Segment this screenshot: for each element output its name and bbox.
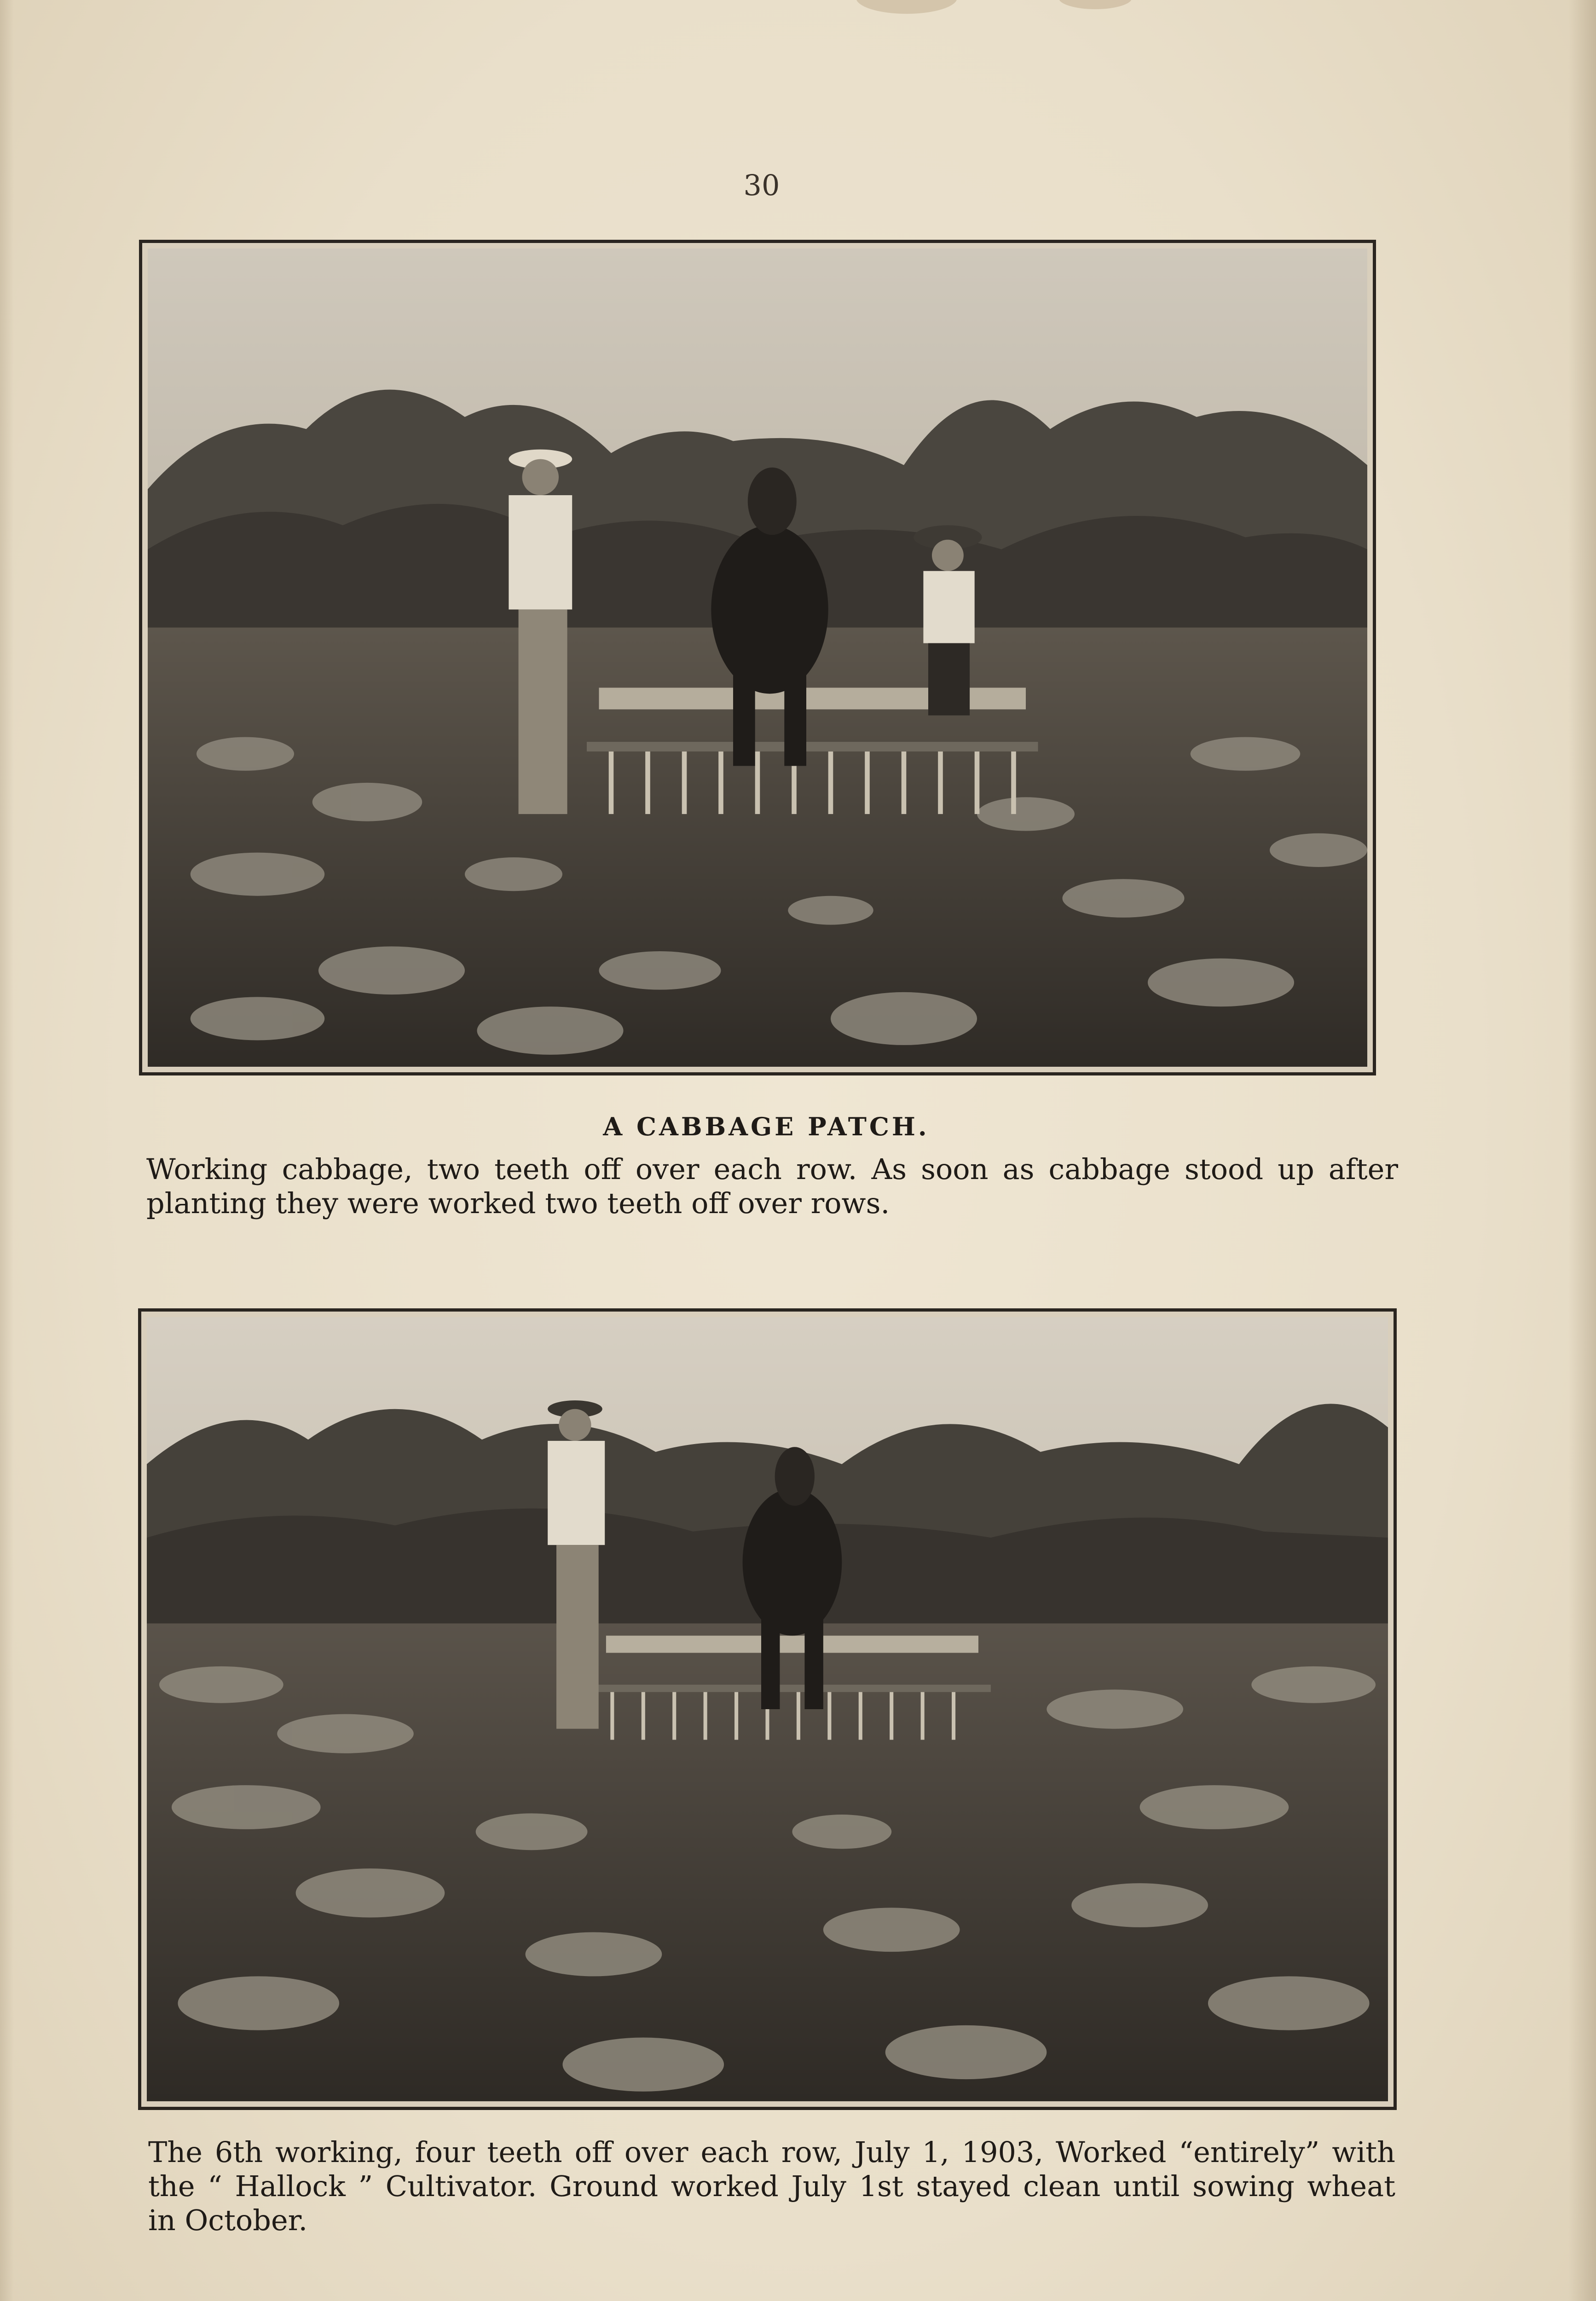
page-left-edge [0, 0, 14, 2301]
cabbage-field-photo-icon [148, 249, 1367, 1067]
photo-sixth-working [138, 1308, 1397, 2110]
photo2-caption-line: the “ Hallock ” Cultivator. Ground worked July 1st stayed clean until sowing wheat [148, 2169, 1395, 2203]
photo-cabbage-patch [139, 240, 1376, 1075]
page-number: 30 [743, 168, 780, 202]
photo2-caption-line: in October. [148, 2203, 308, 2237]
page-spine-shadow [1568, 0, 1596, 2301]
photo1-caption-line: planting they were worked two teeth off over rows. [146, 1186, 890, 1220]
photo1-caption-line: Working cabbage, two teeth off over each row. As soon as cabbage stood up after [146, 1152, 1398, 1186]
photo1-caption-title: A CABBAGE PATCH. [603, 1112, 930, 1141]
photo2-caption [148, 2135, 1395, 2237]
photo1-caption [146, 1152, 1398, 1220]
cabbage-field-photo-icon [147, 1317, 1388, 2101]
photo2-caption-line: The 6th working, four teeth off over each row, July 1, 1903, Worked “entirely” with [148, 2135, 1395, 2169]
